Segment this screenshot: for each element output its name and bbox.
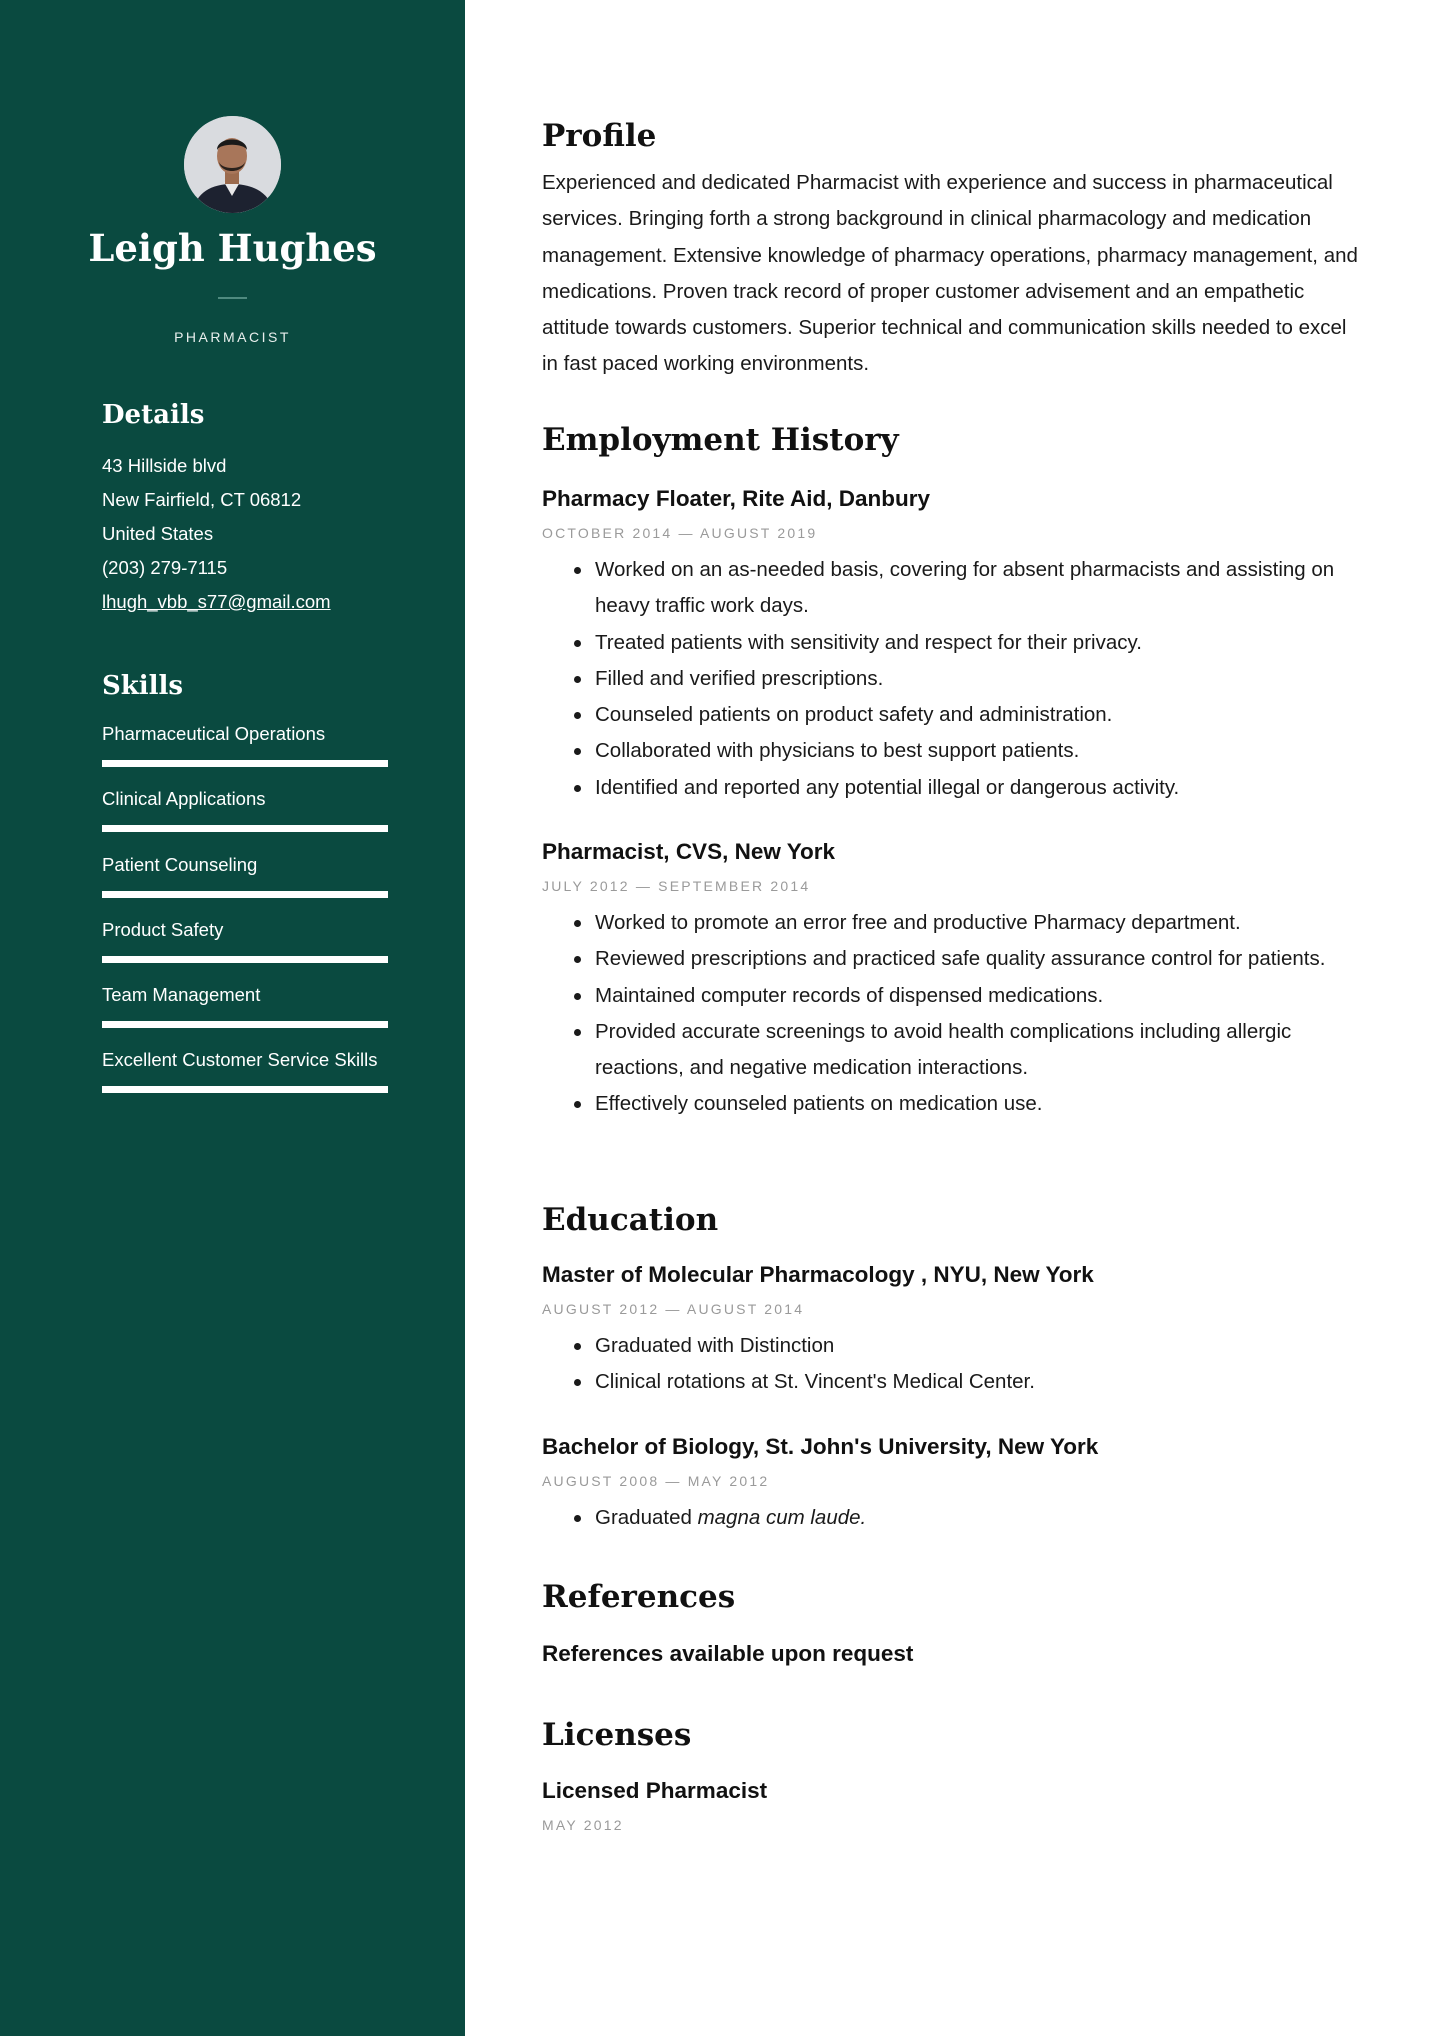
list-item: Graduated with Distinction [542,1328,1362,1364]
list-item: Treated patients with sensitivity and respect for their privacy. [542,625,1362,661]
skill-level-bar [102,1086,388,1093]
job-title: PHARMACIST [174,329,291,345]
list-item: Effectively counseled patients on medication use. [542,1086,1362,1122]
skill-item [102,719,388,784]
list-item: Reviewed prescriptions and practiced safe quality assurance control for patients. [542,941,1362,977]
job-title-entry: Pharmacist, CVS, New York [542,839,836,864]
address-line: 43 Hillside blvd [102,455,227,476]
list-item: Clinical rotations at St. Vincent's Medical Center. [542,1364,1362,1400]
skill-label: Clinical Applications [102,788,266,810]
skill-level-bar [102,825,388,832]
skills-heading: Skills [102,671,184,701]
skill-item [102,850,388,915]
country-line: United States [102,523,214,544]
education-dates: AUGUST 2012 — AUGUST 2014 [542,1301,805,1317]
skill-level-bar [102,760,388,767]
skill-item [102,1045,388,1110]
references-text: References available upon request [542,1641,914,1666]
skill-label: Product Safety [102,918,224,940]
employment-heading: Employment History [542,422,899,458]
job-dates: JULY 2012 — SEPTEMBER 2014 [542,878,811,894]
sidebar [0,0,465,2036]
bullet-text: Graduated [595,1506,698,1529]
profile-photo [184,116,281,213]
candidate-name: Leigh Hughes [88,226,377,270]
license-title: Licensed Pharmacist [542,1778,768,1803]
job-bullets [542,552,1362,806]
list-item: Filled and verified prescriptions. [542,661,1362,697]
name-divider [218,297,247,299]
details-heading: Details [102,400,205,430]
skill-label: Pharmaceutical Operations [102,723,326,744]
phone-number: (203) 279-7115 [102,557,228,578]
list-item: Worked on an as-needed basis, covering for absent pharmacists and assisting on heavy traffic work days. [542,552,1362,625]
job-title-entry: Pharmacy Floater, Rite Aid, Danbury [542,486,931,511]
list-item: Maintained computer records of dispensed medications. [542,978,1362,1014]
license-date: MAY 2012 [542,1817,624,1833]
licenses-heading: Licenses [542,1717,692,1753]
list-item: Identified and reported any potential illegal or dangerous activity. [542,770,1362,806]
skill-label: Team Management [102,984,261,1006]
profile-text: Experienced and dedicated Pharmacist with experience and success in pharmaceutical services. Bringing forth a strong background in clinical pharmacology and medication management. Extensive knowledge of pharmacy operations, pharmacy management, and medications. Proven track record of proper customer advisement and an empathetic attitude towards customers. Superior technical and communication skills needed to excel in fast paced working environments. [542,171,1358,376]
bullet-emphasis: magna cum laude. [697,1506,867,1529]
skill-label: Excellent Customer Service Skills [102,1049,378,1071]
education-heading: Education [542,1202,719,1238]
list-item: Collaborated with physicians to best support patients. [542,733,1362,769]
education-title: Bachelor of Biology, St. John's University, New York [542,1434,1099,1459]
references-heading: References [542,1579,736,1615]
skills-list [102,719,388,1111]
skill-item [102,980,388,1045]
list-item: Worked to promote an error free and productive Pharmacy department. [542,905,1362,941]
list-item [542,1500,1362,1536]
job-dates: OCTOBER 2014 — AUGUST 2019 [542,525,818,541]
skill-item [102,915,388,980]
skill-level-bar [102,1021,388,1028]
education-bullets [542,1328,1362,1401]
list-item: Counseled patients on product safety and administration. [542,697,1362,733]
skill-level-bar [102,956,388,963]
skill-level-bar [102,891,388,898]
city-line: New Fairfield, CT 06812 [102,489,302,510]
skill-label: Patient Counseling [102,853,258,875]
list-item: Provided accurate screenings to avoid health complications including allergic reactions, and negative medication interactions. [542,1014,1362,1087]
education-dates: AUGUST 2008 — MAY 2012 [542,1473,770,1489]
job-bullets [542,905,1362,1123]
profile-heading: Profile [542,118,657,154]
education-bullets [542,1500,1362,1536]
education-title: Master of Molecular Pharmacology , NYU, New York [542,1262,1094,1287]
skill-item [102,784,388,849]
email-link[interactable]: lhugh_vbb_s77@gmail.com [102,591,331,612]
avatar [184,116,281,213]
details-list [102,449,442,619]
